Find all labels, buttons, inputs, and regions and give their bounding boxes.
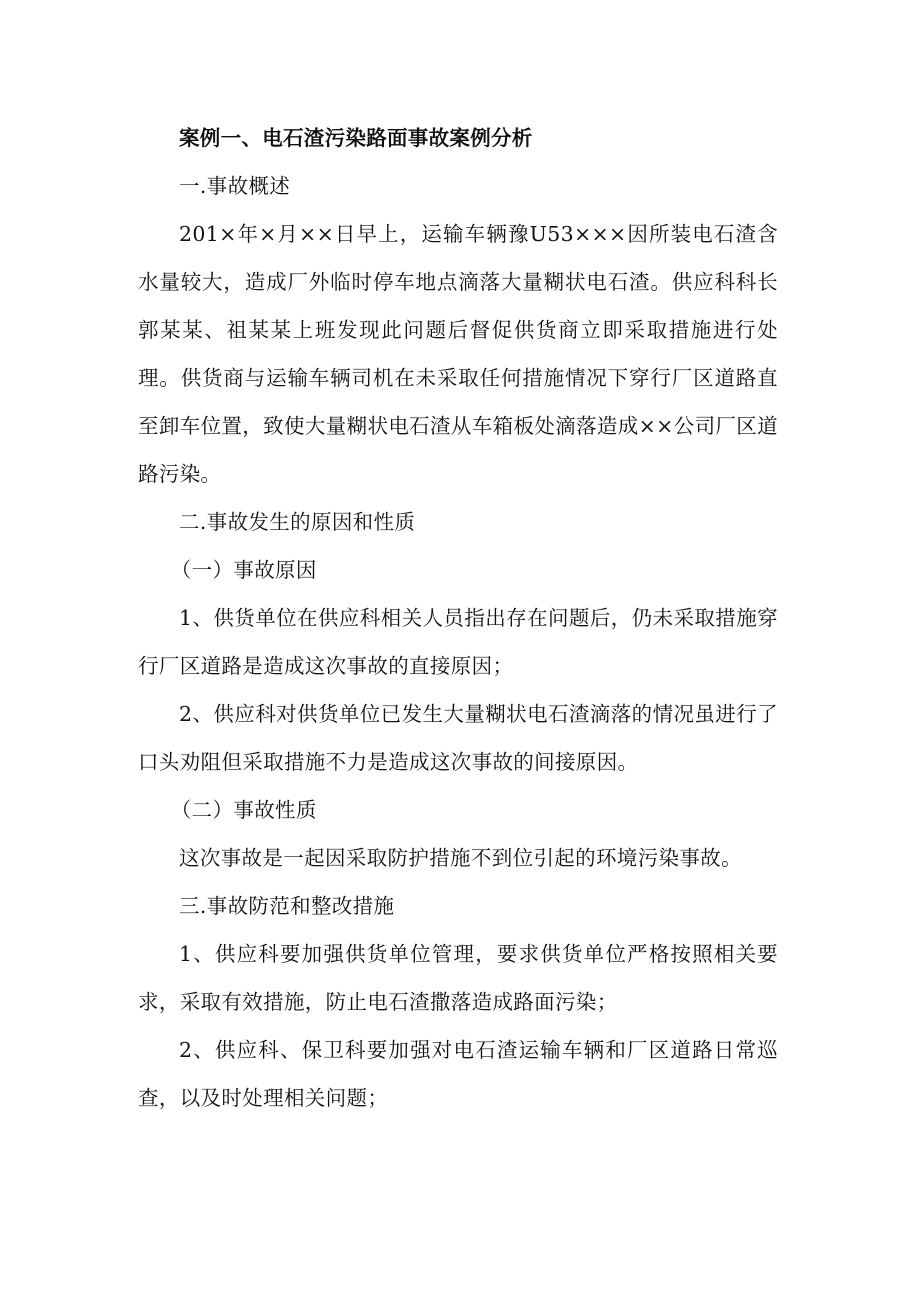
nature-paragraph: 这次事故是一起因采取防护措施不到位引起的环境污染事故。 bbox=[179, 846, 742, 870]
section-heading-causes-nature: 二.事故发生的原因和性质 bbox=[179, 510, 416, 534]
overview-paragraph: 201×年×月××日早上，运输车辆豫U53×××因所装电石渣含水量较大，造成厂外临时停车地点滴落大量糊状电石渣。供应科科长郭某某、祖某某上班发现此问题后督促供货商立即采取措施进行处理。供货商与运输车辆司机在未采取任何措施情况下穿行厂区道路直至卸车位置，致使大量糊状电石渣从车箱板处滴落造成××公司厂区道路污染。 bbox=[138, 222, 778, 486]
measure-item-1: 1、供应科要加强供货单位管理，要求供货单位严格按照相关要求，采取有效措施，防止电石渣撒落造成路面污染； bbox=[138, 942, 778, 1014]
section-heading-measures: 三.事故防范和整改措施 bbox=[179, 894, 395, 918]
subheading-causes: （一）事故原因 bbox=[170, 558, 317, 582]
cause-item-1: 1、供货单位在供应科相关人员指出存在问题后，仍未采取措施穿行厂区道路是造成这次事故的直接原因； bbox=[138, 606, 778, 678]
subheading-nature: （二）事故性质 bbox=[170, 798, 317, 822]
document-title: 案例一、电石渣污染路面事故案例分析 bbox=[179, 126, 533, 150]
measure-item-2: 2、供应科、保卫科要加强对电石渣运输车辆和厂区道路日常巡查，以及时处理相关问题； bbox=[138, 1038, 778, 1110]
cause-item-2: 2、供应科对供货单位已发生大量糊状电石渣滴落的情况虽进行了口头劝阻但采取措施不力是造成这次事故的间接原因。 bbox=[138, 702, 778, 774]
section-heading-overview: 一.事故概述 bbox=[179, 174, 291, 198]
document-body bbox=[138, 114, 778, 1122]
